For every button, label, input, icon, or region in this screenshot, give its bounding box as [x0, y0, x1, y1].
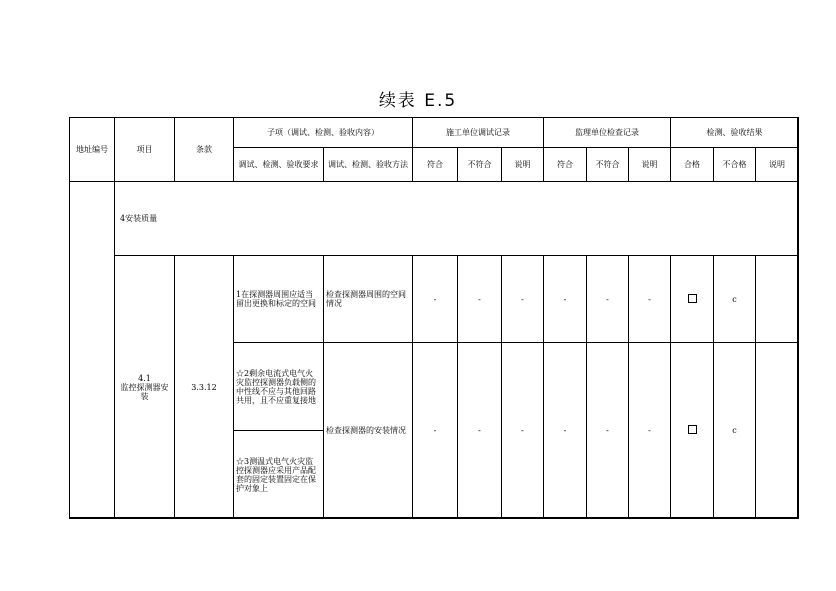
result-note-1: [756, 256, 799, 343]
header-address-no: 地址编号: [70, 118, 115, 182]
header-sub-item: 子项（调试、检测、验收内容）: [234, 118, 413, 148]
construction-note-2: -: [502, 343, 544, 519]
item-name: 监控探测器安装: [120, 382, 169, 401]
supervision-note-1: -: [629, 256, 671, 343]
header-result: 检测、验收结果: [671, 118, 799, 148]
supervision-nonconform-2: -: [587, 343, 629, 519]
pass-cell-2[interactable]: [671, 343, 714, 519]
header-result-note: 说明: [756, 148, 799, 182]
method-1: 检查探测器周围的空间情况: [324, 256, 413, 343]
supervision-conform-1: -: [544, 256, 587, 343]
header-supervision-note: 说明: [629, 148, 671, 182]
requirement-3: ☆3测温式电气火灾监控探测器应采用产品配套的固定装置固定在保护对象上: [234, 431, 324, 519]
section-title: 4安装质量: [115, 182, 799, 256]
header-construction-nonconform: 不符合: [458, 148, 502, 182]
requirement-2: ☆2剩余电流式电气火灾监控探测器负载侧的中性线不应与其他回路共用，且不应重复接地: [234, 343, 324, 431]
header-construction-conform: 符合: [413, 148, 458, 182]
header-supervision-record: 监理单位检查记录: [544, 118, 671, 148]
header-pass: 合格: [671, 148, 714, 182]
inspection-table: [69, 117, 799, 519]
pass-checkbox[interactable]: [688, 425, 697, 434]
page-title: 续表 E.5: [378, 91, 458, 111]
item-cell: [115, 256, 175, 519]
header-method: 调试、检测、验收方法: [324, 148, 413, 182]
header-fail: 不合格: [714, 148, 756, 182]
construction-note-1: -: [502, 256, 544, 343]
address-cell: [70, 182, 115, 519]
construction-nonconform-1: -: [458, 256, 502, 343]
header-supervision-nonconform: 不符合: [587, 148, 629, 182]
supervision-note-2: -: [629, 343, 671, 519]
construction-conform-1: -: [413, 256, 458, 343]
method-2: 检查探测器的安装情况: [324, 343, 413, 519]
header-supervision-conform: 符合: [544, 148, 587, 182]
result-note-2: [756, 343, 799, 519]
header-requirement: 调试、检测、验收要求: [234, 148, 324, 182]
fail-mark-1: c: [714, 256, 756, 343]
supervision-conform-2: -: [544, 343, 587, 519]
header-construction-note: 说明: [502, 148, 544, 182]
header-clause: 条款: [175, 118, 234, 182]
item-no: 4.1: [138, 373, 151, 383]
construction-conform-2: -: [413, 343, 458, 519]
pass-cell-1[interactable]: [671, 256, 714, 343]
pass-checkbox[interactable]: [688, 294, 697, 303]
fail-mark-2: c: [714, 343, 756, 519]
header-item: 项目: [115, 118, 175, 182]
supervision-nonconform-1: -: [587, 256, 629, 343]
requirement-1: 1在探测器周围应适当留出更换和标定的空间: [234, 256, 324, 343]
header-construction-record: 施工单位调试记录: [413, 118, 544, 148]
clause-no: 3.3.12: [175, 256, 234, 519]
construction-nonconform-2: -: [458, 343, 502, 519]
